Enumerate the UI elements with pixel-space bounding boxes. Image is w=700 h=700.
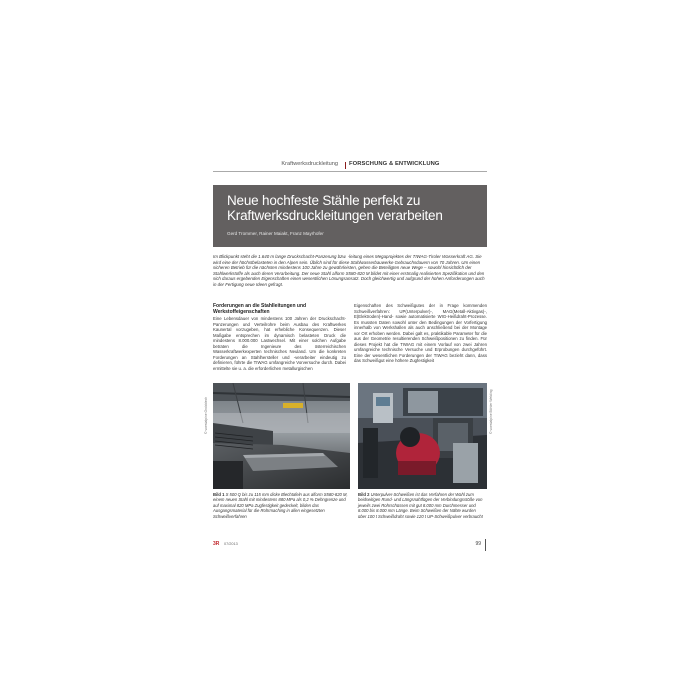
column-right-text: Eigenschaften des Schweißgutes der in Frage kommenden Schweißverfahren: UP(Unterpulver)-, MAG(Metall-Aktivgas)-, E(Elektroden)-Hand- sowie automatisierte WIG-Heißdraht-Prozesse. Es mussten Daten sowohl unter den Bedingungen der Vorfertigung innerhalb von Werkshallen als auch anschließend bei der Montage vor Ort erhoben werden. Dabei galt es, praktikable Parameter für die aus der Geometrie resultierenden Schweißpositionen zu finden. Für dieses Projekt hat die TIWAG mit einem Vorlauf von zwei Jahren umfangreiche technische Versuche und Erprobungen durchgeführt. Eine der wesentlichen Forderungen der TIWAG bezieht dann, dass das Schweißgut eine höhere Zugfestigkeit — [354, 303, 487, 364]
figure-2-caption — [358, 492, 485, 519]
figure-2-caption-text: Unterpulver-Schweißen ist das Verfahren der Wahl zum beidseitigen Rund- und Längsnahtfügen der Verbindungsstöße von jeweils zwei Rohrschüssen mit gut 8.000 mm Durchmesser und 8.000 bis 8.000 mm Länge. Beim Schweißen der Nähte wurden über 100 t Schweißdraht sowie 120 t UP-Schweißpulver verbraucht — [358, 492, 483, 519]
figure-2-image — [358, 383, 487, 489]
column-left — [213, 303, 346, 371]
figure-1-credit: © voestalpine Grobblech — [204, 396, 208, 434]
footer-rule — [485, 539, 486, 551]
figure-2-credit: © voestalpine Böhler Welding — [489, 389, 493, 434]
section-heading: Forderungen an die Stahlleitungen und Werkstoffeigenschaften — [213, 303, 307, 315]
title-box — [213, 185, 487, 247]
section-separator — [345, 162, 346, 169]
figure-1-caption — [213, 492, 348, 519]
section-subtitle: Kraftwerksdruckleitung — [281, 161, 338, 167]
welding-station-photo — [358, 383, 487, 489]
figure-1-caption-text: S 500 Q bis zu 115 mm dicke Blechtafeln aus alform S580-820 M, einem neuen Stahl mit mindestens 880 MPa als 0,2 % Dehngrenze und auf maximal 820 MPa Zugfestigkeit gedeckelt, bilden das Ausgangsmaterial für die Rohrmaching in allen eingesetzten Schweißverfahren — [213, 492, 348, 519]
column-right — [354, 303, 487, 364]
article-authors: Gerd Trommer, Rainer Maiakt, Franz Mayrhofer — [227, 231, 324, 236]
figure-1-label: Bild 1 — [213, 492, 225, 497]
article-lead: Im Blickpunkt steht die 1.640 m lange Druckschacht-Panzerung bzw. -leitung eines Megaprojektes der TIWAG-Tiroler Wasserkraft AG. Sie wird eine der höchstbelasteten in den Alpen sein. Üblich sind für diese Stahlwasserbauwerke Gebrauchsdauern von 70 Jahren. Um einen sicheren Betrieb für die nächsten mindestens 100 Jahre zu gewährleisten, gehen die Beteiligten neue Wege – sowohl hinsichtlich der Stahlwerkstoffe als auch deren Verarbeitung. Der neue Stahl alform S580-820 M bildet mit einer erstmalig realisierten Spezifikation und den sich daraus ergebenden Eigenschaften einen wesentlichen Lösungsansatz. Doch gleichwertig und aufgrund der hohen Anforderungen auch in der Fertigung neue Ideen gefragt. — [213, 254, 485, 287]
steel-plates-photo — [213, 383, 350, 489]
magazine-page — [204, 160, 493, 550]
figure-2-label: Bild 2 — [358, 492, 370, 497]
section-title: FORSCHUNG & ENTWICKLUNG — [349, 161, 440, 167]
header-rule — [213, 171, 487, 172]
page-footer — [213, 540, 487, 550]
figure-1-image — [213, 383, 350, 489]
issue-number: 07/2013 — [224, 542, 238, 546]
section-header — [213, 160, 487, 170]
article-title: Neue hochfeste Stähle perfekt zu Kraftwerksdruckleitungen verarbeiten — [227, 193, 443, 223]
column-left-text: Eine Lebensdauer von mindestens 100 Jahren der Druckschacht-Panzerungen und Verteilrohre beim Ausbau des Kraftwerkes Kaunertal vorzugeben, hat erhebliche Konsequenzen. Dieser Maßgabe entsprechen im dynamisch belasteten Druck die mindestens 8.000.000 Lastwechsel. Mit einer solchen Aufgabe betraten die Ingenieure des österreichischen Wasserkraftwerkexperten technisches Neuland. Um die konkreten Forderungen an Stahlhersteller und -verarbeiter eindeutig zu definieren, führte die TIWAG umfangreiche Vorversuche durch. Dabei ermittelte sie u. a. die erforderlichen metallurgischen — [213, 316, 346, 371]
magazine-logo: 3R — [213, 541, 220, 547]
page-number: 99 — [475, 541, 481, 547]
